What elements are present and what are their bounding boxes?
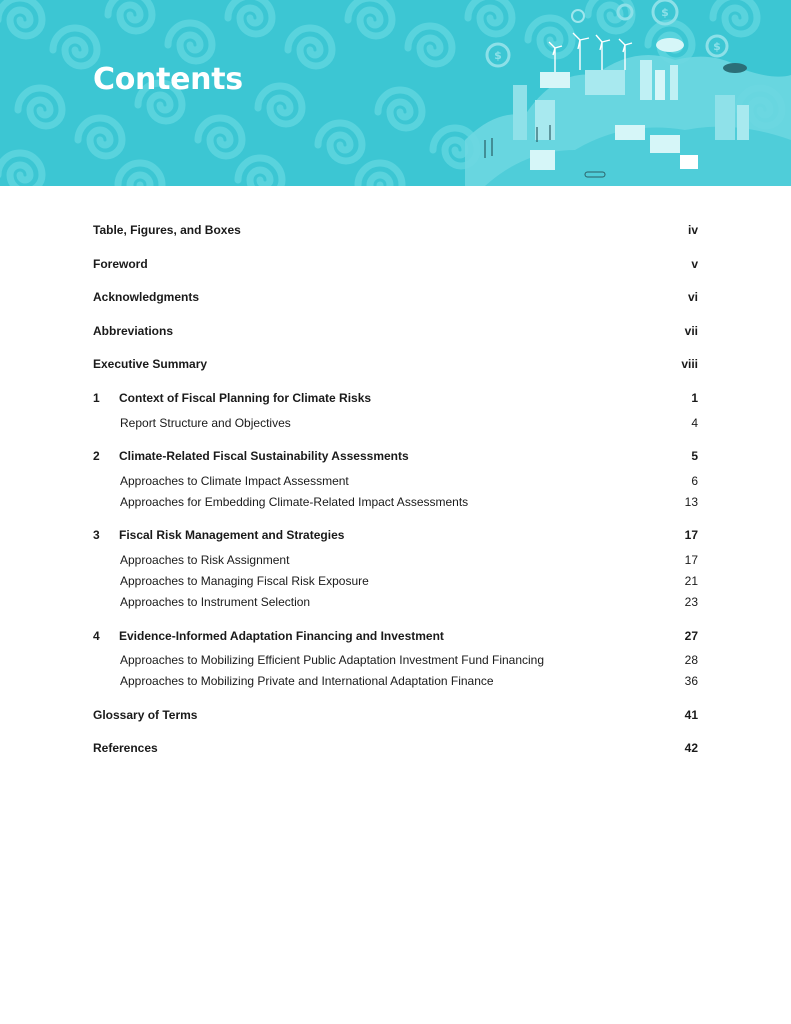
section-title: Approaches to Managing Fiscal Risk Exposure (120, 573, 369, 588)
dollar-symbol: $ (494, 49, 502, 62)
toc-section[interactable] (93, 650, 698, 671)
page-title: Contents (93, 62, 243, 97)
toc-entry-label: Foreword (93, 256, 148, 271)
toc-entry-label: Abbreviations (93, 323, 174, 338)
climate-city-illustration (465, 0, 791, 186)
toc-entry-label: References (93, 741, 158, 756)
chapter-page: 1 (691, 390, 698, 405)
toc-section[interactable] (93, 671, 698, 692)
chapter-number: 2 (93, 449, 100, 464)
section-page: 6 (691, 473, 698, 488)
toc-entry[interactable] (93, 354, 698, 375)
toc-entry[interactable] (93, 287, 698, 308)
chapter-title: Evidence-Informed Adaptation Financing and Investment (119, 628, 444, 643)
section-page: 23 (684, 594, 698, 609)
toc-chapter[interactable] (93, 525, 698, 546)
toc-entry-page: vii (684, 323, 698, 338)
section-page: 21 (684, 573, 698, 588)
section-page: 13 (684, 494, 698, 509)
toc-entry-label: Table, Figures, and Boxes (93, 223, 241, 237)
dollar-symbol: $ (661, 6, 669, 19)
toc-section[interactable] (93, 550, 698, 571)
section-page: 4 (691, 415, 698, 430)
toc-entry[interactable] (93, 738, 698, 759)
toc-entry-page: viii (681, 357, 698, 372)
toc-entry-label: Acknowledgments (93, 290, 200, 305)
table-of-contents (93, 220, 698, 759)
toc-section[interactable] (93, 471, 698, 492)
chapter-title: Fiscal Risk Management and Strategies (119, 528, 345, 543)
toc-section[interactable] (93, 592, 698, 613)
toc-entry-page: 42 (684, 741, 698, 756)
toc-entry-page: v (691, 256, 698, 271)
toc-entry-label: Glossary of Terms (93, 707, 198, 722)
section-title: Report Structure and Objectives (120, 415, 291, 430)
toc-section[interactable] (93, 571, 698, 592)
section-title: Approaches to Mobilizing Efficient Public Adaptation Investment Fund Financing (120, 653, 545, 668)
toc-entry-label: Executive Summary (93, 357, 208, 372)
chapter-number: 4 (93, 628, 100, 643)
toc-section[interactable] (93, 492, 698, 513)
toc-entry[interactable] (93, 705, 698, 726)
chapter-page: 27 (684, 628, 698, 643)
section-page: 36 (684, 674, 698, 689)
chapter-page: 5 (691, 449, 698, 464)
toc-chapter[interactable] (93, 446, 698, 467)
section-title: Approaches to Instrument Selection (120, 594, 311, 609)
section-title: Approaches to Mobilizing Private and International Adaptation Finance (120, 674, 494, 689)
chapter-number: 3 (93, 528, 100, 543)
section-page: 28 (684, 653, 698, 668)
section-title: Approaches to Climate Impact Assessment (120, 473, 349, 488)
section-title: Approaches for Embedding Climate-Related Impact Assessments (120, 494, 469, 509)
toc-entry[interactable] (93, 220, 698, 241)
header-banner (0, 0, 791, 186)
toc-entry-page: iv (687, 223, 698, 237)
chapter-title: Climate-Related Fiscal Sustainability Assessments (119, 449, 409, 464)
toc-chapter[interactable] (93, 388, 698, 409)
toc-entry[interactable] (93, 321, 698, 342)
section-title: Approaches to Risk Assignment (120, 552, 290, 567)
chapter-page: 17 (684, 528, 698, 543)
toc-entry-page: 41 (684, 707, 698, 722)
dollar-symbol: $ (713, 40, 721, 53)
section-page: 17 (684, 552, 698, 567)
chapter-number: 1 (93, 390, 100, 405)
toc-section[interactable] (93, 413, 698, 434)
chapter-title: Context of Fiscal Planning for Climate Risks (119, 390, 372, 405)
toc-entry[interactable] (93, 254, 698, 275)
toc-chapter[interactable] (93, 626, 698, 647)
toc-entry-page: vi (687, 290, 698, 305)
